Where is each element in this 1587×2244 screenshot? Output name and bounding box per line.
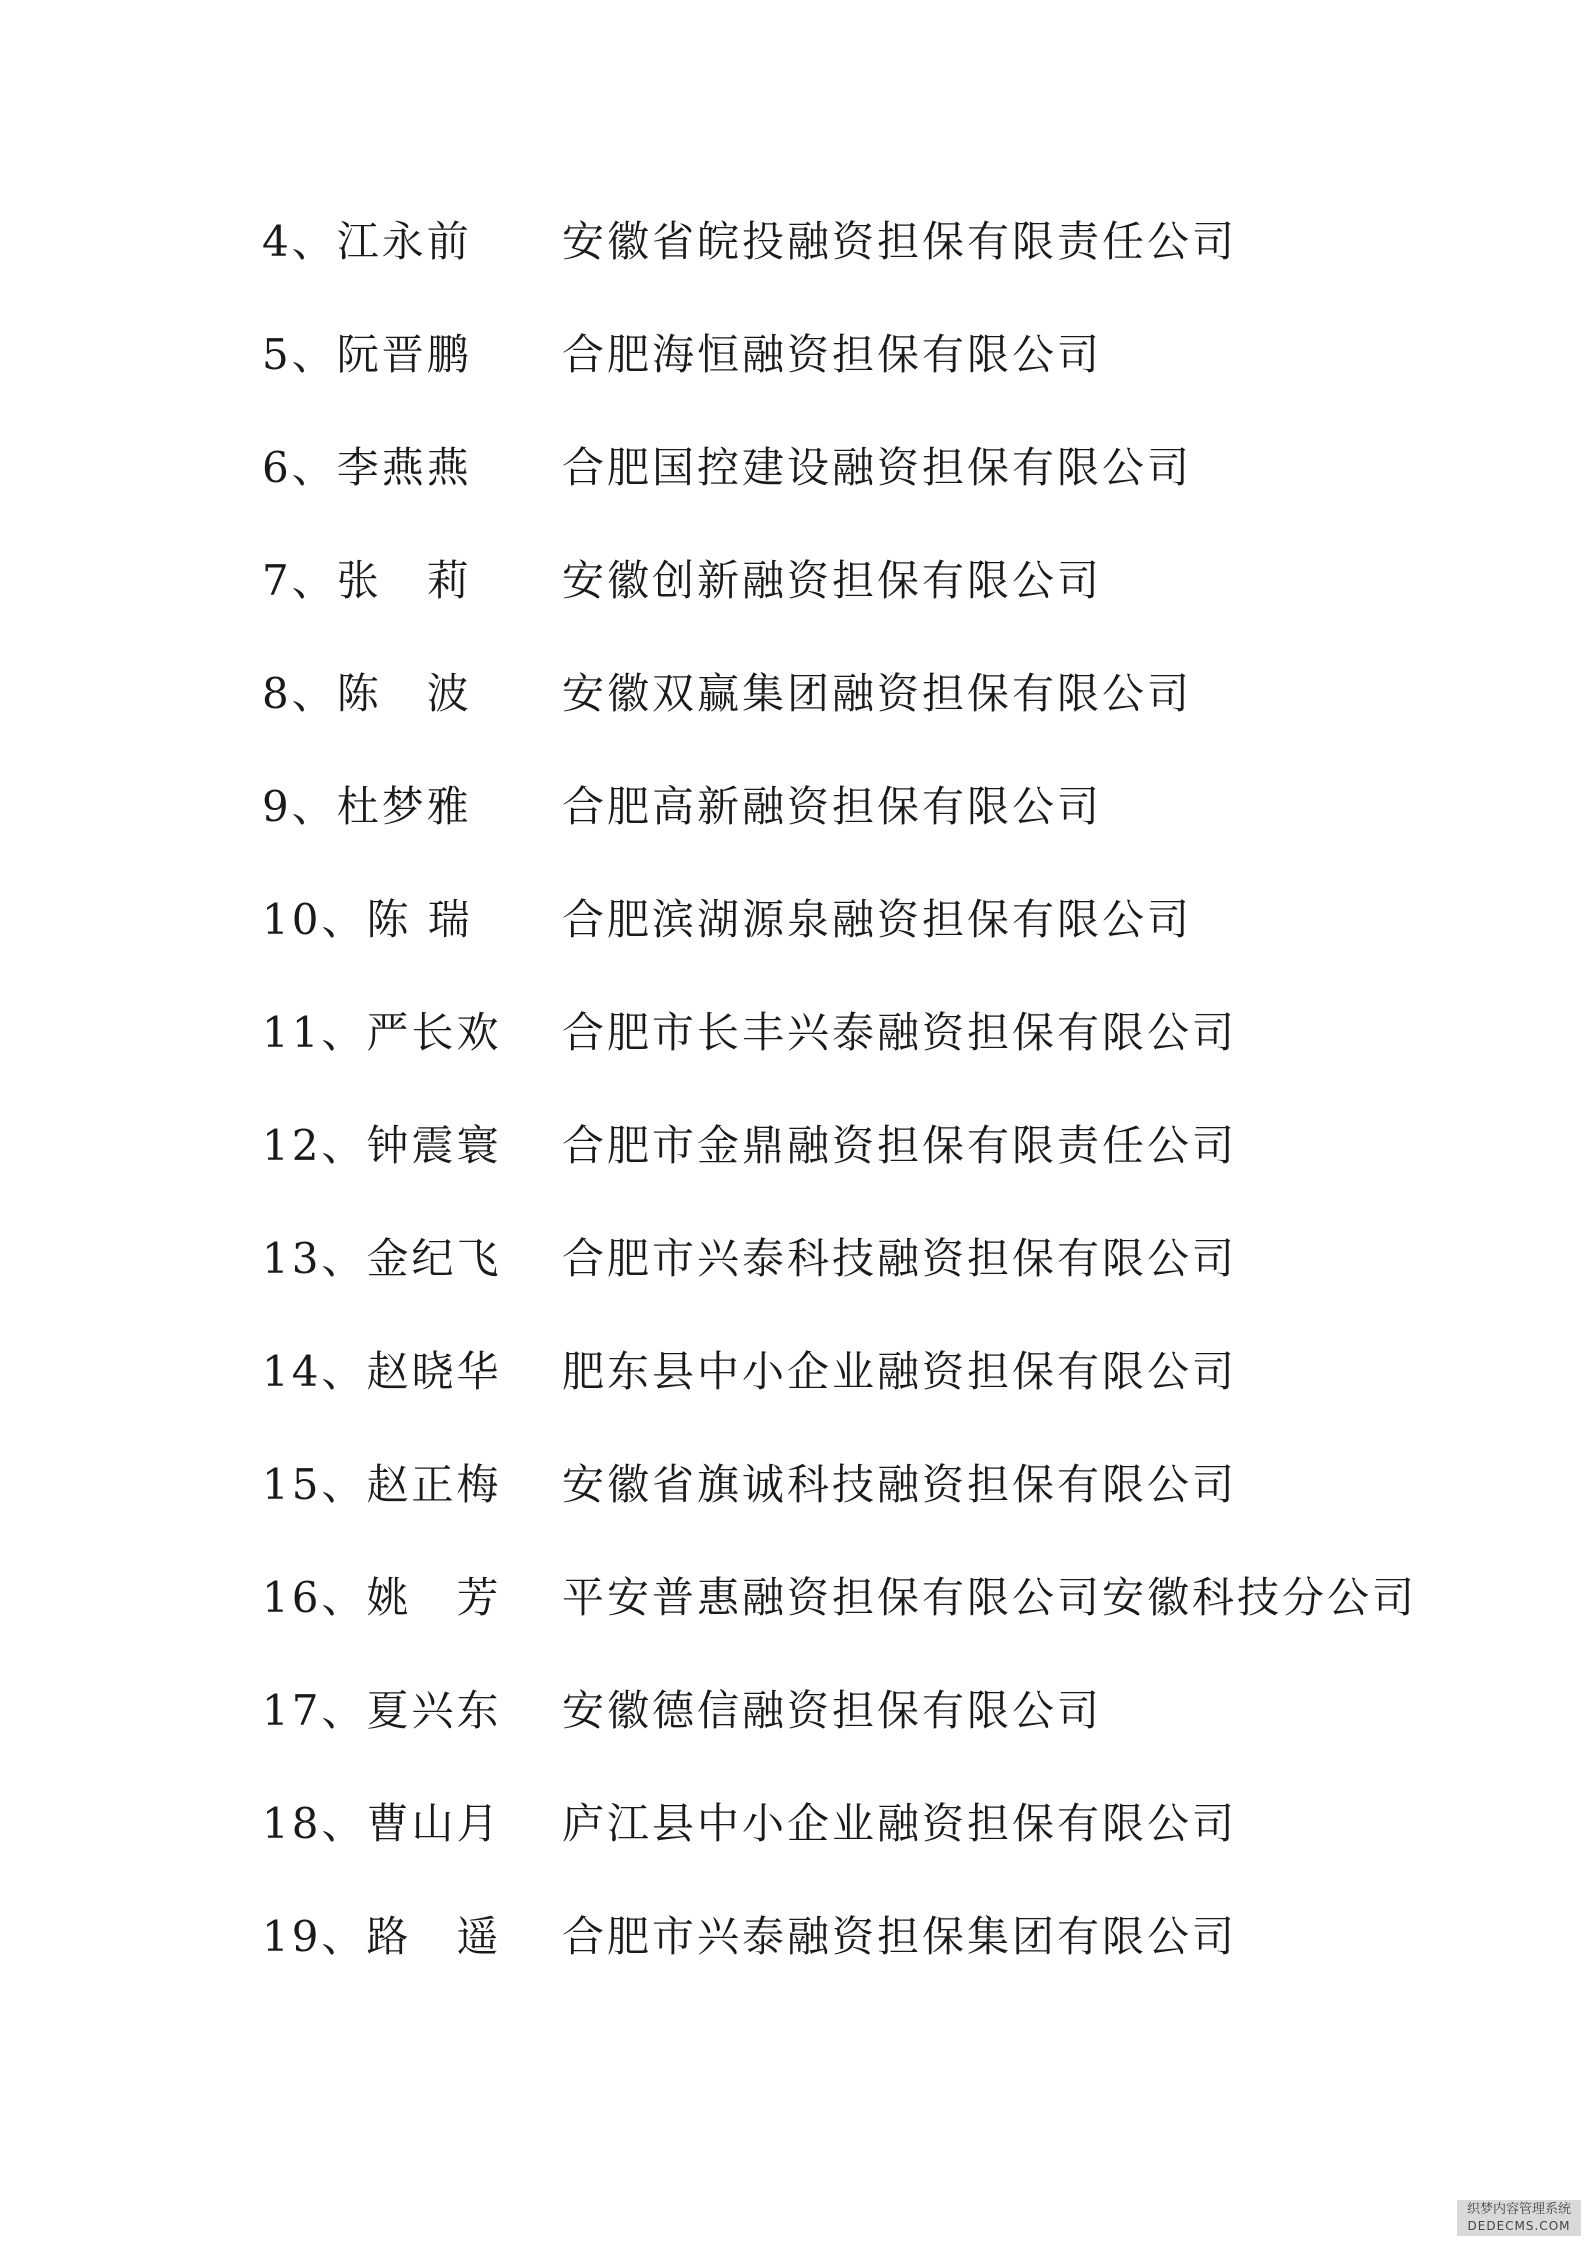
entry-company: 安徽省旗诚科技融资担保有限公司 (562, 1459, 1238, 1509)
entry-name: 7、张 莉 (262, 555, 472, 605)
entry-company: 合肥高新融资担保有限公司 (562, 781, 1103, 831)
entry-name: 11、严长欢 (262, 1007, 502, 1057)
entry-name: 9、杜梦雅 (262, 781, 472, 831)
list-item (262, 521, 1462, 634)
list-item (262, 1086, 1462, 1199)
entry-company: 安徽双赢集团融资担保有限公司 (562, 668, 1193, 718)
entry-name: 18、曹山月 (262, 1798, 502, 1848)
list-item (262, 1538, 1462, 1651)
entry-company: 合肥市长丰兴泰融资担保有限公司 (562, 1007, 1238, 1057)
watermark (1457, 2200, 1581, 2236)
list-item (262, 1877, 1462, 1990)
entry-name: 14、赵晓华 (262, 1346, 502, 1396)
list-item (262, 1425, 1462, 1538)
watermark-line-1: 织梦内容管理系统 (1466, 2202, 1571, 2217)
entry-company: 合肥国控建设融资担保有限公司 (562, 442, 1193, 492)
list-item (262, 182, 1462, 295)
entry-name: 12、钟震寰 (262, 1120, 502, 1170)
entry-company: 合肥滨湖源泉融资担保有限公司 (562, 894, 1193, 944)
entry-name: 5、阮晋鹏 (262, 329, 472, 379)
entry-company: 合肥市金鼎融资担保有限责任公司 (562, 1120, 1238, 1170)
list-item (262, 408, 1462, 521)
entry-company: 平安普惠融资担保有限公司安徽科技分公司 (562, 1572, 1418, 1622)
entry-name: 13、金纪飞 (262, 1233, 502, 1283)
name-list (262, 182, 1462, 1990)
entry-name: 17、夏兴东 (262, 1685, 502, 1735)
list-item (262, 973, 1462, 1086)
entry-company: 合肥市兴泰融资担保集团有限公司 (562, 1911, 1238, 1961)
entry-company: 安徽创新融资担保有限公司 (562, 555, 1103, 605)
list-item (262, 1651, 1462, 1764)
entry-company: 合肥海恒融资担保有限公司 (562, 329, 1103, 379)
entry-name: 10、陈 瑞 (262, 894, 473, 944)
entry-name: 16、姚 芳 (262, 1572, 502, 1622)
entry-name: 4、江永前 (262, 216, 472, 266)
list-item (262, 295, 1462, 408)
entry-company: 安徽省皖投融资担保有限责任公司 (562, 216, 1238, 266)
entry-company: 安徽德信融资担保有限公司 (562, 1685, 1103, 1735)
list-item (262, 860, 1462, 973)
list-item (262, 634, 1462, 747)
list-item (262, 1764, 1462, 1877)
entry-company: 庐江县中小企业融资担保有限公司 (562, 1798, 1238, 1848)
list-item (262, 1199, 1462, 1312)
entry-name: 15、赵正梅 (262, 1459, 502, 1509)
entry-name: 8、陈 波 (262, 668, 472, 718)
watermark-line-2: DEDECMS.COM (1467, 2219, 1571, 2233)
entry-company: 合肥市兴泰科技融资担保有限公司 (562, 1233, 1238, 1283)
entry-name: 6、李燕燕 (262, 442, 472, 492)
list-item (262, 1312, 1462, 1425)
entry-name: 19、路 遥 (262, 1911, 502, 1961)
entry-company: 肥东县中小企业融资担保有限公司 (562, 1346, 1238, 1396)
list-item (262, 747, 1462, 860)
